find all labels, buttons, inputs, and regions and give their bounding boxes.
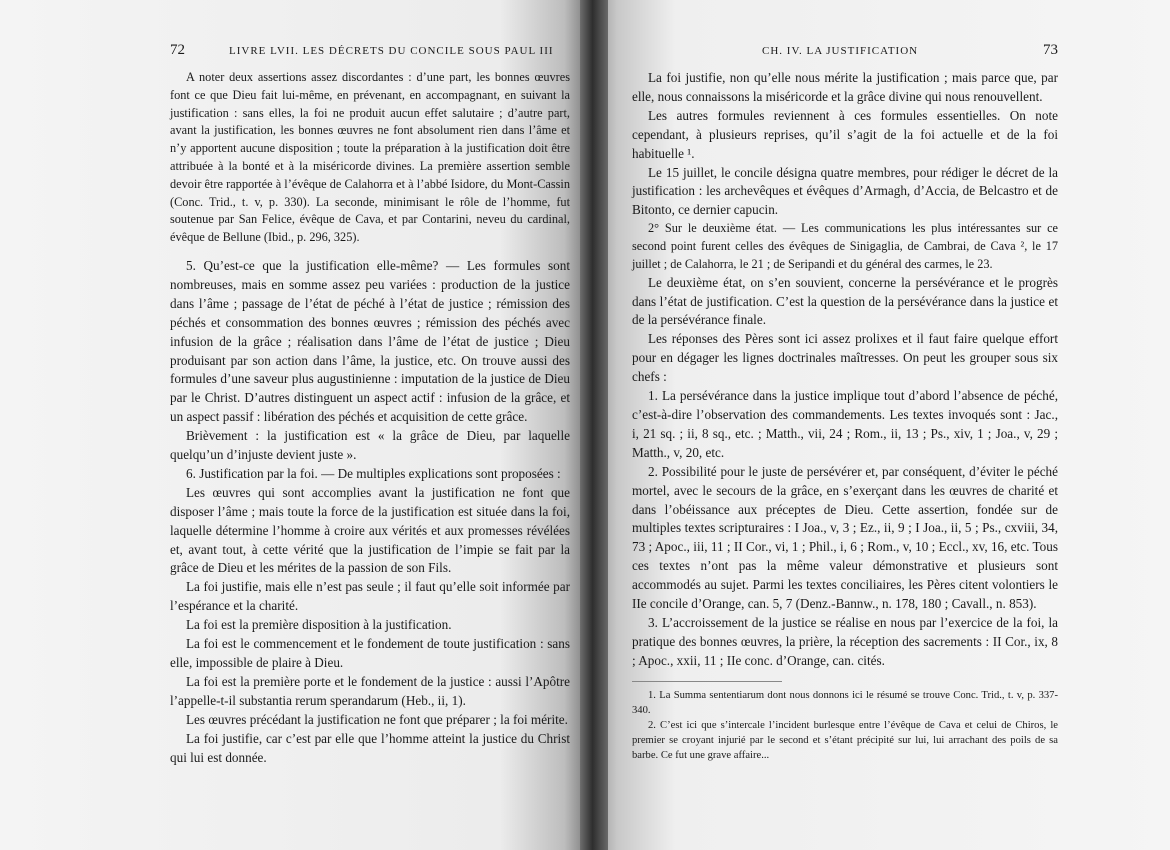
left-paragraph-6: La foi justifie, mais elle n’est pas seule ; il faut qu’elle soit informée par l’espérance et la charité. — [170, 579, 570, 614]
right-paragraph-3: Le 15 juillet, le concile désigna quatre membres, pour rédiger le décret de la justification : les archevêques et évêques d’Armagh, d’Accia, de Belcastro et de Bitonto, ce dernier capucin. — [632, 164, 1058, 218]
right-paragraph-5: Le deuxième état, on s’en souvient, concerne la persévérance et le progrès dans l’état de justification. C’est la question de la persévérance dans la justice et de la persévérance finale. — [632, 274, 1058, 328]
left-paragraph-3: Brièvement : la justification est « la grâce de Dieu, par laquelle quelqu’un d’injuste devient juste ». — [170, 428, 570, 463]
right-paragraph-1: La foi justifie, non qu’elle nous mérite la justification ; mais parce que, par elle, nous connaissons la miséricorde et la grâce divine qui nous renouvellent. — [632, 70, 1058, 104]
left-paragraph-11: La foi justifie, car c’est par elle que l’homme atteint la justice du Christ qui lui est donnée. — [170, 730, 570, 765]
book-gutter — [580, 0, 608, 850]
right-paragraph-9: 3. L’accroissement de la justice se réalise en nous par l’exercice de la foi, la pratique des bonnes œuvres, la prière, la réception des sacrements : II Cor., ix, 8 ; Apoc., xxii, 11 ; IIe conc. d’Orange, can. cités. — [632, 614, 1058, 668]
left-paragraph-10: Les œuvres précédant la justification ne font que préparer ; la foi mérite. — [186, 711, 568, 727]
right-running-head — [632, 42, 1058, 59]
footnote-1: 1. La Summa sententiarum dont nous donnons ici le résumé se trouve Conc. Trid., t. v, p. 337-340. — [632, 689, 1058, 716]
left-running-title: LIVRE LVII. LES DÉCRETS DU CONCILE SOUS PAUL III — [229, 45, 554, 57]
footnote-2: 2. C’est ici que s’intercale l’incident burlesque entre l’évêque de Cava et celui de Chiros, le premier se croyant injurié par le second et s’étant précipité sur lui, lui arrachant des poils de sa barbe. Ce fut une grave affaire... — [632, 719, 1058, 761]
left-paragraph-8: La foi est le commencement et le fondement de toute justification : sans elle, impossible de plaire à Dieu. — [170, 636, 570, 670]
footnote-rule — [632, 681, 782, 682]
right-paragraph-8: 2. Possibilité pour le juste de persévérer et, par conséquent, d’éviter le péché mortel, avec le secours de la grâce, en s’exerçant dans les œuvres de charité et dans l’obéissance aux préceptes de Dieu. Cette assertion, fondée sur de multiples textes scripturaires : I Joa., v, 3 ; Ez., ii, 9 ; I Joa., ii, 5 ; Ps., cxviii, 34, 73 ; Apoc., iii, 11 ; II Cor., vi, 1 ; Phil., i, 6 ; Rom., v, 10 ; Eccl., xv, 16, etc. Tous ces textes n’ont pas la même valeur démonstrative et plusieurs sont accommodés au sujet. Parmi les textes conciliaires, les Pères citent volontiers le IIe concile d’Orange, can. 5, 7 (Denz.-Bannw., n. 178, 180 ; Cavall., n. 853). — [632, 463, 1058, 612]
left-paragraph-7: La foi est la première disposition à la justification. — [186, 617, 452, 633]
right-page-number: 73 — [1043, 42, 1058, 58]
right-running-title: CH. IV. LA JUSTIFICATION — [762, 45, 919, 57]
right-paragraph-6: Les réponses des Pères sont ici assez prolixes et il faut faire quelque effort pour en dégager les lignes doctrinales maîtresses. On peut les grouper sous six chefs : — [632, 331, 1058, 385]
right-paragraph-2: Les autres formules reviennent à ces formules essentielles. On note cependant, à plusieurs reprises, qu’il s’agit de la foi actuelle et de la foi habituelle ¹. — [632, 107, 1058, 161]
left-paragraph-9: La foi est la première porte et le fondement de la justice : aussi l’Apôtre l’appelle-t-il substantia rerum sperandarum (Heb., ii, 1). — [170, 673, 570, 708]
left-page-number: 72 — [170, 42, 185, 58]
left-running-head — [170, 42, 570, 59]
left-paragraph-4: 6. Justification par la foi. — De multiples explications sont proposées : — [186, 465, 561, 481]
right-page — [588, 0, 1170, 850]
right-paragraph-7: 1. La persévérance dans la justice implique tout d’abord l’absence de péché, c’est-à-dire l’observation des commandements. Les textes invoqués sont : Jac., i, 21 sq. ; ii, 8 sq., etc. ; Matth., vii, 24 ; Rom., ii, 13 ; Ps., xiv, 1 ; Joa., v, 29 ; Matth., v, 20, etc. — [632, 388, 1058, 460]
left-paragraph-5: Les œuvres qui sont accomplies avant la justification ne font que disposer l’âme ; mais toute la force de la justification est située dans la foi, laquelle détermine l’homme à croire aux vérités et aux promesses révélées et, avant tout, à cette vérité que la justification de l’impie se fait par la grâce de Dieu et les mérites de la passion de son Fils. — [170, 484, 570, 576]
left-paragraph-1: A noter deux assertions assez discordantes : d’une part, les bonnes œuvres font ce que Dieu fait lui-même, en prévenant, en accompagnant, en suivant la justification : sans elles, la foi ne produit aucun effet salutaire ; d’autre part, avant la justification, les bonnes œuvres ne font absolument rien dans l’âme et n’y apportent aucune disposition ; toute la préparation à la justification doit être attribuée à la bonté et à la miséricorde divines. La première assertion semble devoir être rapportée à l’évêque de Calahorra et à l’abbé Isidore, du Mont-Cassin (Conc. Trid., t. v, p. 330). La seconde, minimisant le rôle de l’homme, fut soutenue par San Felice, évêque de Cava, et par Contarini, neveu du cardinal, évêque de Bellune (Ibid., p. 296, 325). — [170, 70, 570, 245]
left-paragraph-2: 5. Qu’est-ce que la justification elle-même? — Les formules sont nombreuses, mais en somme assez peu variées : production de la justice dans l’âme ; passage de l’état de péché à l’état de justice ; rémission des péchés et consommation des bonnes œuvres ; rémission des péchés avec infusion de la grâce ; réalisation dans l’âme de l’état de justice ; Dieu produisant par son action dans l’âme, la justice, etc. On trouve aussi des formules d’une saveur plus augustinienne : imputation de la justice de Dieu par le Christ. D’autres distinguent un aspect actif : infusion de la grâce, et un aspect passif : libération des péchés et acquisition de cette grâce. — [170, 257, 570, 425]
right-paragraph-4: 2° Sur le deuxième état. — Les communications les plus intéressantes sur ce second point furent celles des évêques de Sinigaglia, de Cambrai, de Cava ², le 17 juillet ; de Calahorra, le 21 ; de Seripandi et du général des carmes, le 23. — [632, 221, 1058, 271]
